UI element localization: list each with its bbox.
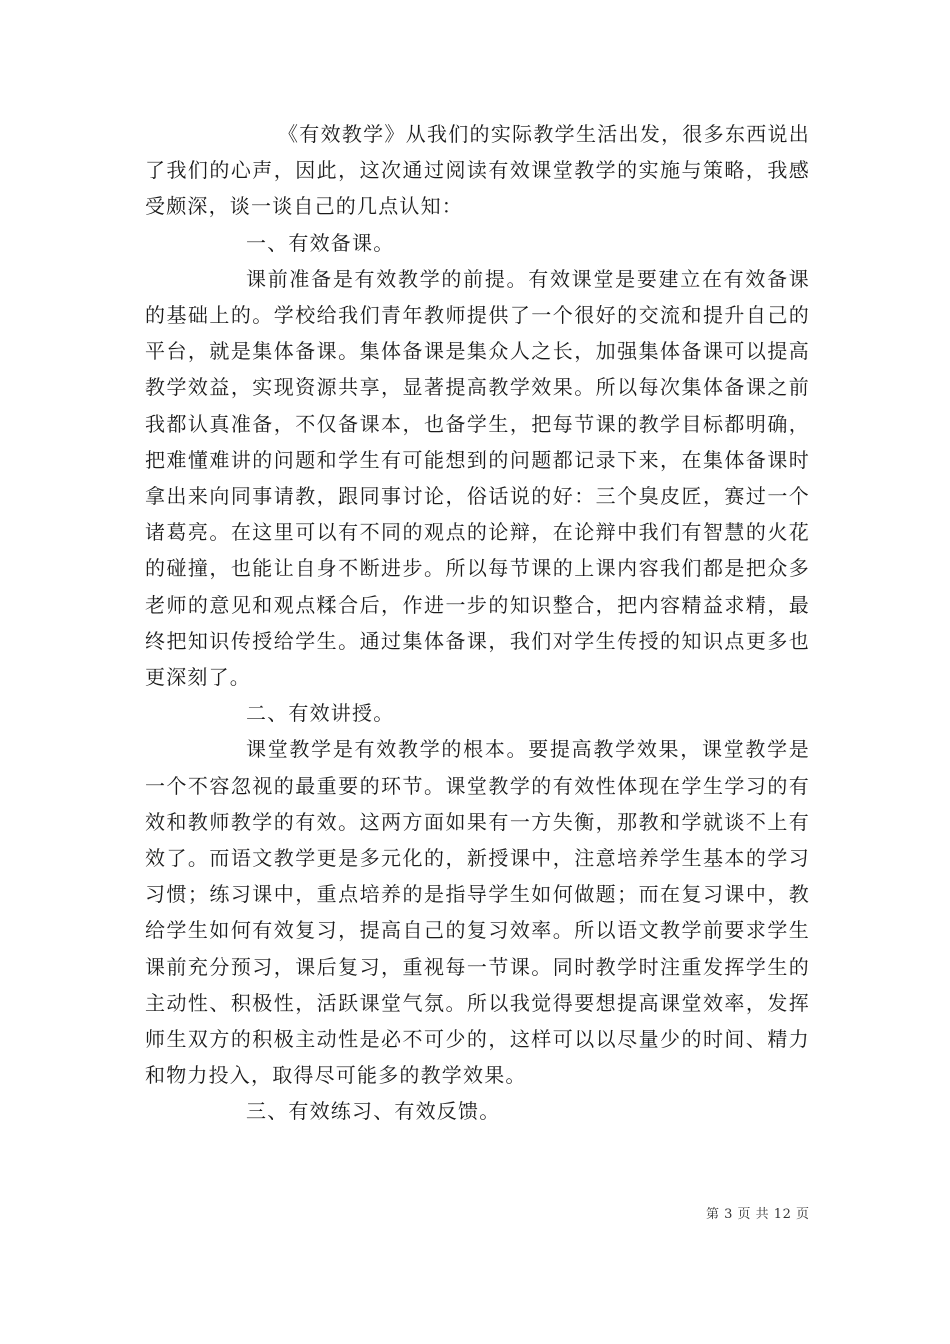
intro-paragraph: 《有效教学》从我们的实际教学生活出发，很多东西说出了我们的心声，因此，这次通过阅读有效课堂教学的实施与策略，我感受颇深，谈一谈自己的几点认知：	[145, 122, 810, 219]
document-body	[145, 116, 810, 1130]
section-2-paragraph: 课堂教学是有效教学的根本。要提高教学效果，课堂教学是一个不容忽视的最重要的环节。课堂教学的有效性体现在学生学习的有效和教师教学的有效。这两方面如果有一方失衡，那教和学就谈不上有效了。而语文教学更是多元化的，新授课中，注意培养学生基本的学习习惯；练习课中，重点培养的是指导学生如何做题；而在复习课中，教给学生如何有效复习，提高自己的复习效率。所以语文教学前要求学生课前充分预习，课后复习，重视每一节课。同时教学时注重发挥学生的主动性、积极性，活跃课堂气氛。所以我觉得要想提高课堂效率，发挥师生双方的积极主动性是必不可少的，这样可以以尽量少的时间、精力和物力投入，取得尽可能多的教学效果。	[145, 737, 810, 1088]
section-1-paragraph: 课前准备是有效教学的前提。有效课堂是要建立在有效备课的基础上的。学校给我们青年教师提供了一个很好的交流和提升自己的平台，就是集体备课。集体备课是集众人之长，加强集体备课可以提高教学效益，实现资源共享，显著提高教学效果。所以每次集体备课之前我都认真准备，不仅备课本，也备学生，把每节课的教学目标都明确，把难懂难讲的问题和学生有可能想到的问题都记录下来，在集体备课时拿出来向同事请教，跟同事讨论，俗话说的好：三个臭皮匠，赛过一个诸葛亮。在这里可以有不同的观点的论辩，在论辩中我们有智慧的火花的碰撞，也能让自身不断进步。所以每节课的上课内容我们都是把众多老师的意见和观点糅合后，作进一步的知识整合，把内容精益求精，最终把知识传授给学生。通过集体备课，我们对学生传授的知识点更多也更深刻了。	[145, 266, 810, 690]
section-3-heading: 三、有效练习、有效反馈。	[246, 1099, 501, 1124]
page-number-footer: 第 3 页 共 12 页	[706, 1207, 810, 1222]
section-2-heading: 二、有效讲授。	[246, 701, 395, 726]
section-1-heading: 一、有效备课。	[246, 230, 395, 255]
